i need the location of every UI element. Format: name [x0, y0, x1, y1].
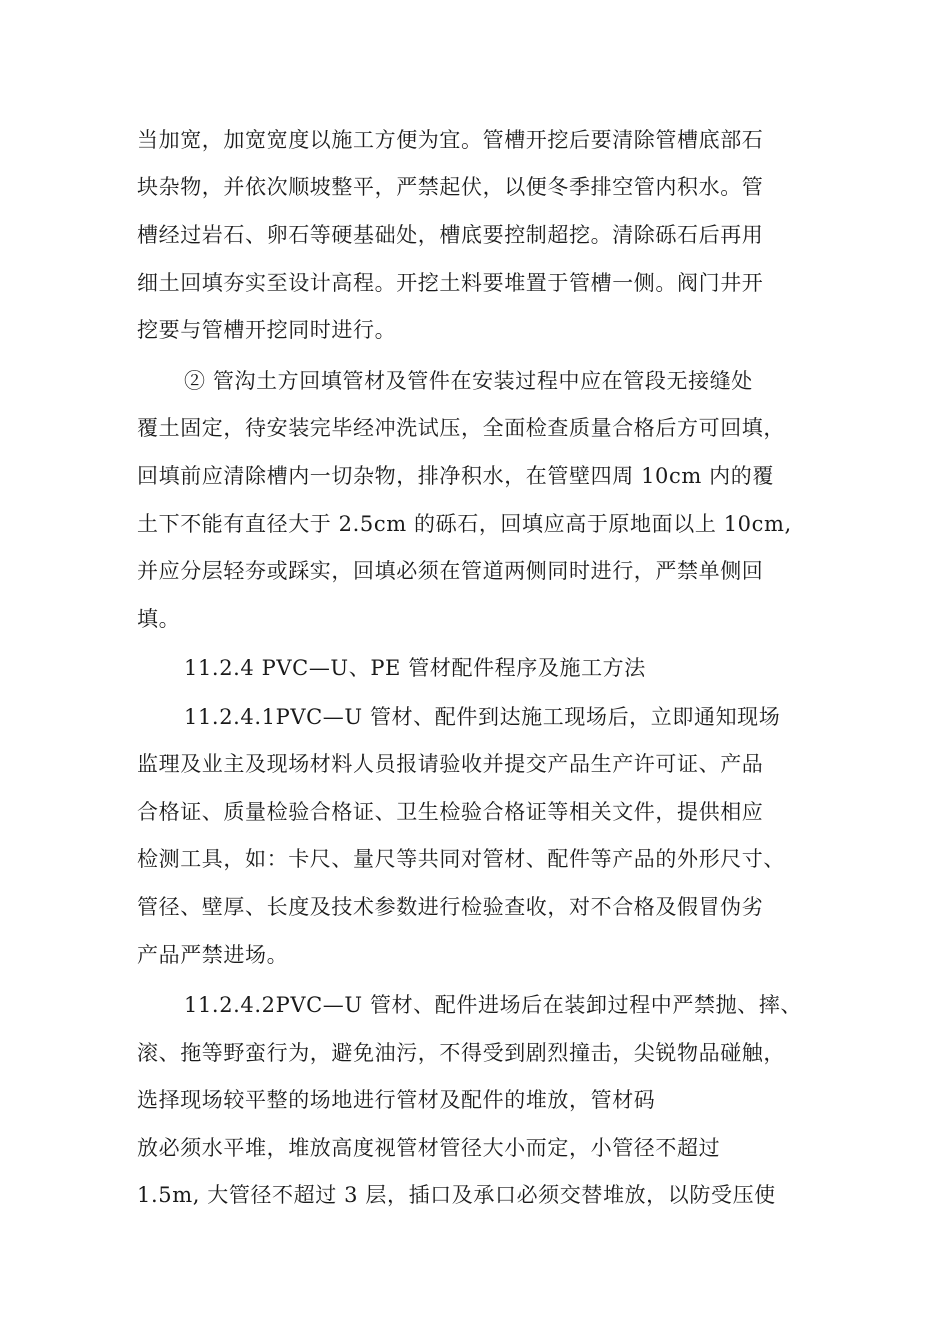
- paragraph-line: 土下不能有直径大于 2.5cm 的砾石，回填应高于原地面以上 10cm,: [137, 512, 792, 536]
- section-heading: 11.2.4 PVC—U、PE 管材配件程序及施工方法: [184, 656, 646, 680]
- paragraph-line: 块杂物，并依次顺坡整平，严禁起伏，以便冬季排空管内积水。管: [137, 175, 764, 199]
- paragraph-line: 监理及业主及现场材料人员报请验收并提交产品生产许可证、产品: [137, 752, 764, 776]
- paragraph-line: 覆土固定，待安装完毕经冲洗试压，全面检查质量合格后方可回填，: [137, 416, 785, 440]
- paragraph-line: 11.2.4.1PVC—U 管材、配件到达施工现场后，立即通知现场: [184, 705, 781, 729]
- paragraph-line: 管径、壁厚、长度及技术参数进行检验查收，对不合格及假冒伪劣: [137, 895, 764, 919]
- paragraph-line: 回填前应清除槽内一切杂物，排净积水，在管壁四周 10cm 内的覆: [137, 464, 774, 488]
- paragraph-line: ② 管沟土方回填管材及管件在安装过程中应在管段无接缝处: [184, 369, 753, 393]
- paragraph-line: 并应分层轻夯或踩实，回填必须在管道两侧同时进行，严禁单侧回: [137, 559, 764, 583]
- paragraph-line: 当加宽，加宽宽度以施工方便为宜。管槽开挖后要清除管槽底部石: [137, 128, 764, 152]
- paragraph-line: 产品严禁进场。: [137, 943, 289, 967]
- paragraph-line: 挖要与管槽开挖同时进行。: [137, 318, 397, 342]
- paragraph-line: 选择现场较平整的场地进行管材及配件的堆放，管材码: [137, 1088, 656, 1112]
- paragraph-line: 1.5m, 大管径不超过 3 层，插口及承口必须交替堆放，以防受压使: [137, 1183, 776, 1207]
- paragraph-line: 合格证、质量检验合格证、卫生检验合格证等相关文件，提供相应: [137, 800, 764, 824]
- paragraph-line: 11.2.4.2PVC—U 管材、配件进场后在装卸过程中严禁抛、摔、: [184, 993, 802, 1017]
- paragraph-line: 细土回填夯实至设计高程。开挖土料要堆置于管槽一侧。阀门井开: [137, 271, 764, 295]
- paragraph-line: 检测工具，如：卡尺、量尺等共同对管材、配件等产品的外形尺寸、: [137, 847, 785, 871]
- paragraph-line: 填。: [137, 607, 181, 631]
- paragraph-line: 槽经过岩石、卵石等硬基础处，槽底要控制超挖。清除砾石后再用: [137, 223, 764, 247]
- paragraph-line: 滚、拖等野蛮行为，避免油污，不得受到剧烈撞击，尖锐物品碰触，: [137, 1041, 785, 1065]
- paragraph-line: 放必须水平堆，堆放高度视管材管径大小而定，小管径不超过: [137, 1136, 721, 1160]
